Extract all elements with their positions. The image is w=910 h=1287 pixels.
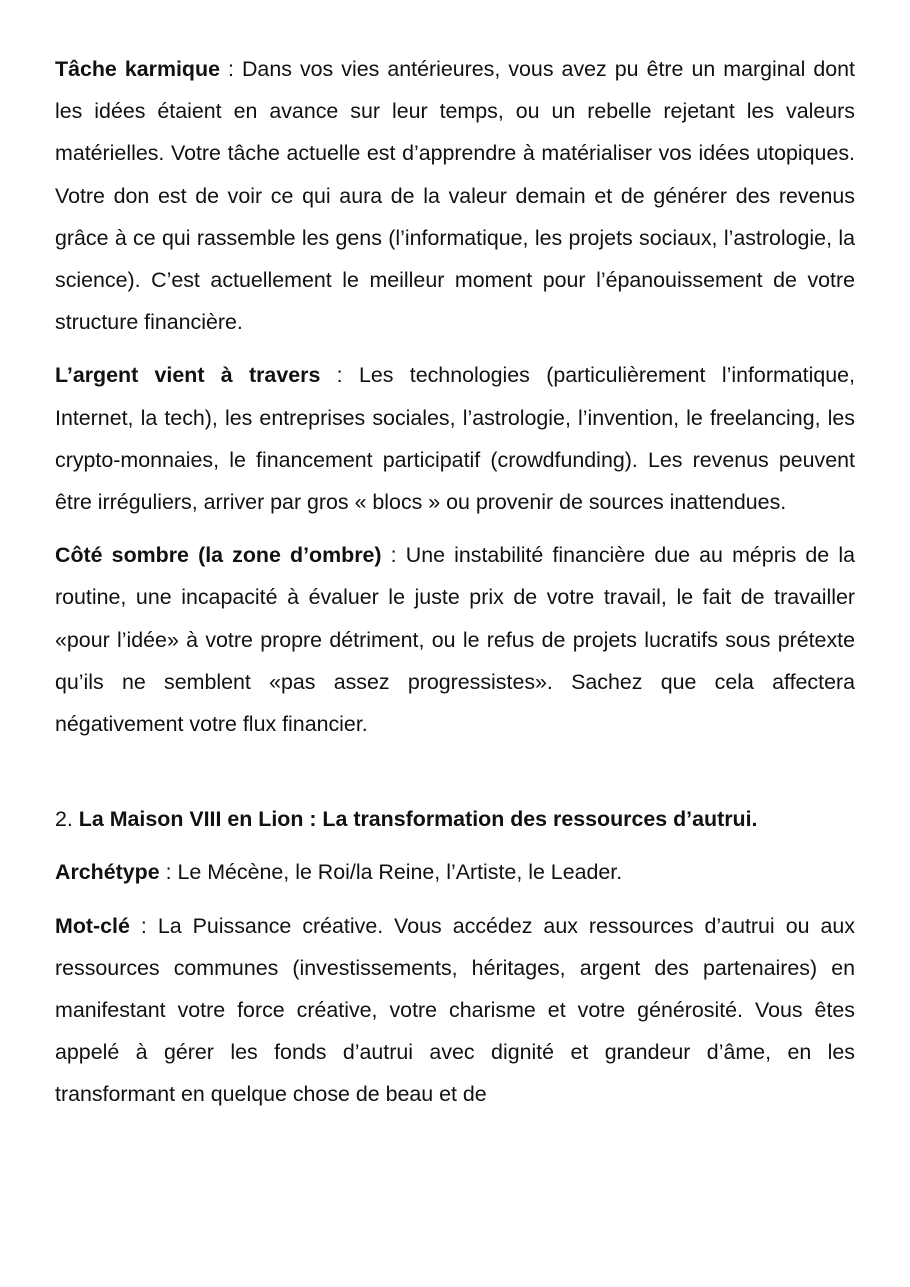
paragraph-separator: :	[219, 57, 242, 81]
document-page	[55, 48, 855, 1127]
paragraph-text: Dans vos vies antérieures, vous avez pu être un marginal dont les idées étaient en avance sur leur temps, ou un rebelle rejetant les valeurs matérielles. Votre tâche actuelle est d’apprendre à matérialiser vos idées utopiques. Votre don est de voir ce qui aura de la valeur demain et de générer des revenus grâce à ce qui rassemble les gens (l’informatique, les projets sociaux, l’astrologie, la science). C’est actuellement le meilleur moment pour l’épanouissement de votre structure financière.	[55, 57, 855, 335]
paragraph-separator: :	[129, 913, 158, 938]
paragraph-dark-side	[55, 534, 855, 745]
paragraph-separator: :	[320, 363, 359, 388]
paragraph-money-sources	[55, 354, 855, 523]
paragraph-text: La Puissance créative. Vous accédez aux ressources d’autrui ou aux ressources communes (investissements, héritages, argent des partenaires) en manifestant votre force créative, votre charisme et votre générosité. Vous êtes appelé à gérer les fonds d’autrui avec dignité et grandeur d’âme, en les transformant en quelque chose de beau et de	[55, 913, 855, 1107]
paragraph-label: Archétype	[55, 860, 160, 885]
paragraph-text: Le Mécène, le Roi/la Reine, l’Artiste, le Leader.	[177, 860, 623, 885]
paragraph-text: Les technologies (particulièrement l’informatique, Internet, la tech), les entreprises sociales, l’astrologie, l’invention, le freelancing, les crypto-monnaies, le financement participatif (crowdfunding). Les revenus peuvent être irréguliers, arriver par gros « blocs » ou provenir de sources inattendues.	[55, 363, 855, 515]
section-heading	[55, 798, 855, 840]
paragraph-separator: :	[159, 860, 178, 885]
paragraph-label: L’argent vient à travers	[55, 363, 321, 388]
section-spacer	[55, 756, 855, 798]
paragraph-label: Mot-clé	[55, 913, 130, 938]
paragraph-karmic-task	[55, 48, 855, 343]
section-number: 2.	[55, 807, 79, 832]
paragraph-separator: :	[381, 543, 406, 568]
section-title: La Maison VIII en Lion : La transformation des ressources d’autrui.	[78, 807, 758, 832]
paragraph-keyword	[55, 905, 855, 1116]
paragraph-text: Une instabilité financière due au mépris de la routine, une incapacité à évaluer le juste prix de votre travail, le fait de travailler «pour l’idée» à votre propre détriment, ou le refus de projets lucratifs sous prétexte qu’ils ne semblent «pas assez progressistes». Sachez que cela affectera négativement votre flux financier.	[55, 543, 855, 737]
paragraph-archetype	[55, 851, 855, 893]
paragraph-label: Tâche karmique	[55, 57, 220, 81]
paragraph-label: Côté sombre (la zone d’ombre)	[55, 543, 382, 568]
